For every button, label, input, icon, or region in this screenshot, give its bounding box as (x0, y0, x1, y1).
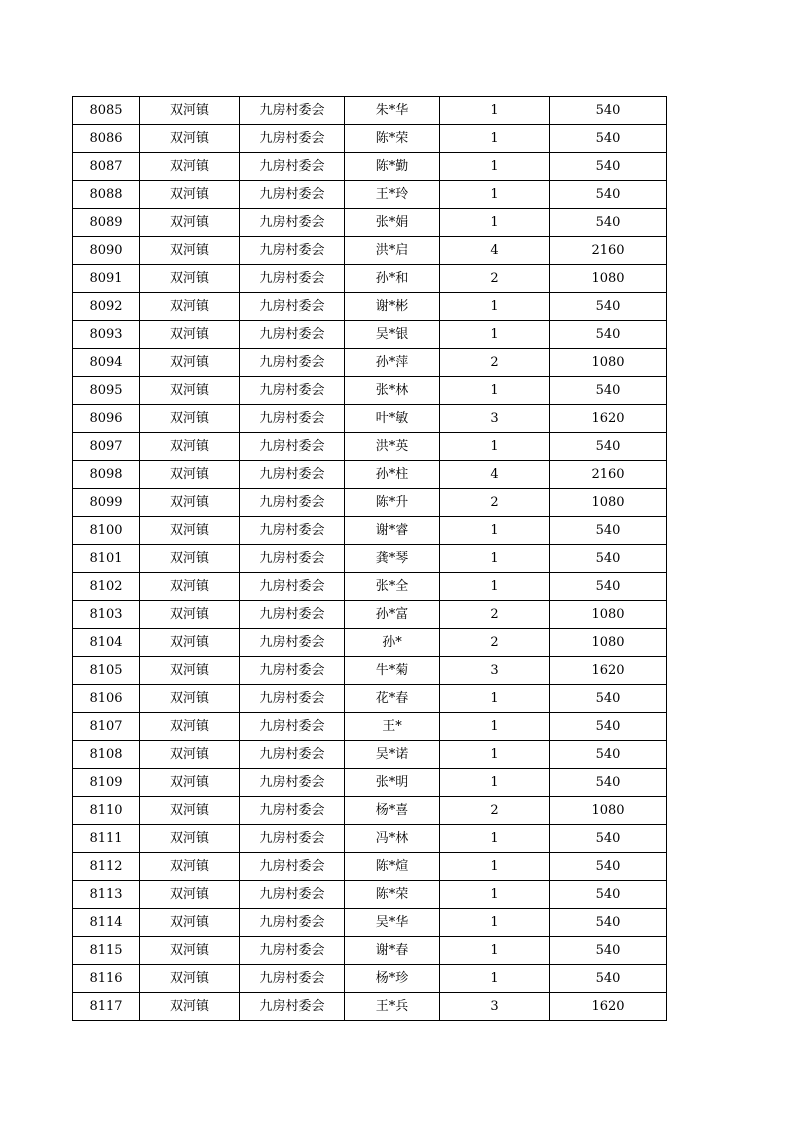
amount-cell: 540 (550, 741, 667, 769)
amount-cell: 1620 (550, 405, 667, 433)
amount-cell: 540 (550, 181, 667, 209)
serial-cell: 8116 (73, 965, 140, 993)
count-cell: 1 (440, 293, 550, 321)
village-committee-cell: 九房村委会 (240, 685, 345, 713)
town-cell: 双河镇 (140, 237, 240, 265)
count-cell: 1 (440, 545, 550, 573)
name-cell: 朱*华 (345, 97, 440, 125)
amount-cell: 2160 (550, 237, 667, 265)
table-row (73, 769, 667, 797)
count-cell: 1 (440, 937, 550, 965)
village-committee-cell: 九房村委会 (240, 909, 345, 937)
town-cell: 双河镇 (140, 769, 240, 797)
town-cell: 双河镇 (140, 937, 240, 965)
name-cell: 张*林 (345, 377, 440, 405)
table-row (73, 125, 667, 153)
town-cell: 双河镇 (140, 461, 240, 489)
village-committee-cell: 九房村委会 (240, 125, 345, 153)
table-row (73, 853, 667, 881)
town-cell: 双河镇 (140, 153, 240, 181)
name-cell: 陈*煊 (345, 853, 440, 881)
count-cell: 1 (440, 153, 550, 181)
amount-cell: 540 (550, 125, 667, 153)
village-committee-cell: 九房村委会 (240, 265, 345, 293)
name-cell: 杨*喜 (345, 797, 440, 825)
serial-cell: 8099 (73, 489, 140, 517)
name-cell: 孙* (345, 629, 440, 657)
village-committee-cell: 九房村委会 (240, 545, 345, 573)
amount-cell: 540 (550, 685, 667, 713)
name-cell: 王* (345, 713, 440, 741)
serial-cell: 8087 (73, 153, 140, 181)
count-cell: 4 (440, 461, 550, 489)
count-cell: 1 (440, 881, 550, 909)
town-cell: 双河镇 (140, 713, 240, 741)
table-row (73, 433, 667, 461)
village-committee-cell: 九房村委会 (240, 601, 345, 629)
amount-cell: 1080 (550, 349, 667, 377)
table-row (73, 489, 667, 517)
amount-cell: 2160 (550, 461, 667, 489)
village-committee-cell: 九房村委会 (240, 741, 345, 769)
town-cell: 双河镇 (140, 629, 240, 657)
table-row (73, 629, 667, 657)
name-cell: 谢*春 (345, 937, 440, 965)
town-cell: 双河镇 (140, 181, 240, 209)
table-row (73, 181, 667, 209)
village-committee-cell: 九房村委会 (240, 321, 345, 349)
amount-cell: 540 (550, 965, 667, 993)
table-row (73, 209, 667, 237)
count-cell: 1 (440, 741, 550, 769)
town-cell: 双河镇 (140, 517, 240, 545)
name-cell: 陈*勤 (345, 153, 440, 181)
amount-cell: 1620 (550, 657, 667, 685)
table-row (73, 741, 667, 769)
count-cell: 4 (440, 237, 550, 265)
village-committee-cell: 九房村委会 (240, 349, 345, 377)
serial-cell: 8104 (73, 629, 140, 657)
serial-cell: 8106 (73, 685, 140, 713)
table-row (73, 713, 667, 741)
count-cell: 1 (440, 209, 550, 237)
amount-cell: 1620 (550, 993, 667, 1021)
village-committee-cell: 九房村委会 (240, 181, 345, 209)
amount-cell: 540 (550, 97, 667, 125)
count-cell: 1 (440, 713, 550, 741)
amount-cell: 540 (550, 713, 667, 741)
amount-cell: 540 (550, 573, 667, 601)
serial-cell: 8086 (73, 125, 140, 153)
count-cell: 2 (440, 489, 550, 517)
village-committee-cell: 九房村委会 (240, 517, 345, 545)
serial-cell: 8089 (73, 209, 140, 237)
town-cell: 双河镇 (140, 685, 240, 713)
town-cell: 双河镇 (140, 349, 240, 377)
table-row (73, 573, 667, 601)
table-row (73, 97, 667, 125)
table-row (73, 405, 667, 433)
count-cell: 1 (440, 97, 550, 125)
name-cell: 吴*银 (345, 321, 440, 349)
town-cell: 双河镇 (140, 377, 240, 405)
serial-cell: 8085 (73, 97, 140, 125)
village-committee-cell: 九房村委会 (240, 713, 345, 741)
table-row (73, 377, 667, 405)
town-cell: 双河镇 (140, 433, 240, 461)
village-committee-cell: 九房村委会 (240, 461, 345, 489)
village-committee-cell: 九房村委会 (240, 377, 345, 405)
town-cell: 双河镇 (140, 909, 240, 937)
village-committee-cell: 九房村委会 (240, 657, 345, 685)
village-committee-cell: 九房村委会 (240, 489, 345, 517)
table-row (73, 461, 667, 489)
count-cell: 1 (440, 909, 550, 937)
count-cell: 3 (440, 993, 550, 1021)
village-committee-cell: 九房村委会 (240, 629, 345, 657)
amount-cell: 1080 (550, 629, 667, 657)
count-cell: 1 (440, 321, 550, 349)
count-cell: 1 (440, 769, 550, 797)
serial-cell: 8097 (73, 433, 140, 461)
count-cell: 2 (440, 601, 550, 629)
serial-cell: 8093 (73, 321, 140, 349)
serial-cell: 8090 (73, 237, 140, 265)
table-row (73, 825, 667, 853)
amount-cell: 540 (550, 881, 667, 909)
amount-cell: 540 (550, 909, 667, 937)
table-row (73, 685, 667, 713)
serial-cell: 8117 (73, 993, 140, 1021)
amount-cell: 540 (550, 545, 667, 573)
count-cell: 2 (440, 797, 550, 825)
village-committee-cell: 九房村委会 (240, 825, 345, 853)
count-cell: 1 (440, 377, 550, 405)
amount-cell: 1080 (550, 601, 667, 629)
name-cell: 叶*敏 (345, 405, 440, 433)
table-row (73, 881, 667, 909)
count-cell: 2 (440, 265, 550, 293)
name-cell: 冯*林 (345, 825, 440, 853)
village-committee-cell: 九房村委会 (240, 573, 345, 601)
name-cell: 张*娟 (345, 209, 440, 237)
count-cell: 2 (440, 349, 550, 377)
table-row (73, 349, 667, 377)
table-row (73, 517, 667, 545)
serial-cell: 8098 (73, 461, 140, 489)
town-cell: 双河镇 (140, 881, 240, 909)
amount-cell: 540 (550, 321, 667, 349)
village-committee-cell: 九房村委会 (240, 937, 345, 965)
name-cell: 陈*荣 (345, 881, 440, 909)
name-cell: 牛*菊 (345, 657, 440, 685)
town-cell: 双河镇 (140, 405, 240, 433)
table-row (73, 321, 667, 349)
table-row (73, 265, 667, 293)
town-cell: 双河镇 (140, 321, 240, 349)
table-row (73, 293, 667, 321)
name-cell: 王*兵 (345, 993, 440, 1021)
amount-cell: 540 (550, 937, 667, 965)
name-cell: 谢*彬 (345, 293, 440, 321)
town-cell: 双河镇 (140, 293, 240, 321)
table-row (73, 797, 667, 825)
amount-cell: 1080 (550, 265, 667, 293)
village-committee-cell: 九房村委会 (240, 97, 345, 125)
serial-cell: 8103 (73, 601, 140, 629)
serial-cell: 8113 (73, 881, 140, 909)
name-cell: 孙*富 (345, 601, 440, 629)
town-cell: 双河镇 (140, 265, 240, 293)
count-cell: 1 (440, 125, 550, 153)
name-cell: 王*玲 (345, 181, 440, 209)
serial-cell: 8111 (73, 825, 140, 853)
village-committee-cell: 九房村委会 (240, 433, 345, 461)
village-committee-cell: 九房村委会 (240, 153, 345, 181)
count-cell: 2 (440, 629, 550, 657)
town-cell: 双河镇 (140, 797, 240, 825)
serial-cell: 8094 (73, 349, 140, 377)
town-cell: 双河镇 (140, 545, 240, 573)
count-cell: 1 (440, 573, 550, 601)
village-committee-cell: 九房村委会 (240, 881, 345, 909)
amount-cell: 1080 (550, 797, 667, 825)
table-row (73, 153, 667, 181)
data-table (72, 96, 667, 1021)
serial-cell: 8107 (73, 713, 140, 741)
village-committee-cell: 九房村委会 (240, 209, 345, 237)
count-cell: 3 (440, 405, 550, 433)
name-cell: 孙*和 (345, 265, 440, 293)
name-cell: 陈*升 (345, 489, 440, 517)
serial-cell: 8092 (73, 293, 140, 321)
name-cell: 孙*萍 (345, 349, 440, 377)
table-row (73, 937, 667, 965)
name-cell: 谢*睿 (345, 517, 440, 545)
amount-cell: 540 (550, 517, 667, 545)
table-row (73, 909, 667, 937)
village-committee-cell: 九房村委会 (240, 293, 345, 321)
serial-cell: 8091 (73, 265, 140, 293)
name-cell: 张*全 (345, 573, 440, 601)
village-committee-cell: 九房村委会 (240, 965, 345, 993)
name-cell: 孙*柱 (345, 461, 440, 489)
serial-cell: 8102 (73, 573, 140, 601)
table-body (73, 97, 667, 1021)
table-row (73, 657, 667, 685)
name-cell: 吴*华 (345, 909, 440, 937)
village-committee-cell: 九房村委会 (240, 993, 345, 1021)
town-cell: 双河镇 (140, 853, 240, 881)
town-cell: 双河镇 (140, 97, 240, 125)
serial-cell: 8100 (73, 517, 140, 545)
name-cell: 杨*珍 (345, 965, 440, 993)
serial-cell: 8114 (73, 909, 140, 937)
town-cell: 双河镇 (140, 489, 240, 517)
town-cell: 双河镇 (140, 601, 240, 629)
amount-cell: 540 (550, 153, 667, 181)
count-cell: 3 (440, 657, 550, 685)
town-cell: 双河镇 (140, 657, 240, 685)
name-cell: 龚*琴 (345, 545, 440, 573)
name-cell: 洪*英 (345, 433, 440, 461)
table-row (73, 601, 667, 629)
amount-cell: 540 (550, 293, 667, 321)
village-committee-cell: 九房村委会 (240, 853, 345, 881)
table-row (73, 965, 667, 993)
village-committee-cell: 九房村委会 (240, 797, 345, 825)
serial-cell: 8112 (73, 853, 140, 881)
amount-cell: 540 (550, 825, 667, 853)
village-committee-cell: 九房村委会 (240, 405, 345, 433)
count-cell: 1 (440, 825, 550, 853)
serial-cell: 8088 (73, 181, 140, 209)
serial-cell: 8095 (73, 377, 140, 405)
table-row (73, 545, 667, 573)
amount-cell: 540 (550, 853, 667, 881)
table-row (73, 993, 667, 1021)
count-cell: 1 (440, 853, 550, 881)
count-cell: 1 (440, 685, 550, 713)
count-cell: 1 (440, 433, 550, 461)
amount-cell: 540 (550, 377, 667, 405)
town-cell: 双河镇 (140, 993, 240, 1021)
town-cell: 双河镇 (140, 573, 240, 601)
count-cell: 1 (440, 965, 550, 993)
village-committee-cell: 九房村委会 (240, 237, 345, 265)
village-committee-cell: 九房村委会 (240, 769, 345, 797)
town-cell: 双河镇 (140, 741, 240, 769)
amount-cell: 540 (550, 209, 667, 237)
count-cell: 1 (440, 517, 550, 545)
serial-cell: 8096 (73, 405, 140, 433)
serial-cell: 8110 (73, 797, 140, 825)
amount-cell: 1080 (550, 489, 667, 517)
amount-cell: 540 (550, 433, 667, 461)
town-cell: 双河镇 (140, 825, 240, 853)
count-cell: 1 (440, 181, 550, 209)
serial-cell: 8109 (73, 769, 140, 797)
serial-cell: 8101 (73, 545, 140, 573)
name-cell: 吴*诺 (345, 741, 440, 769)
name-cell: 花*春 (345, 685, 440, 713)
name-cell: 陈*荣 (345, 125, 440, 153)
town-cell: 双河镇 (140, 965, 240, 993)
amount-cell: 540 (550, 769, 667, 797)
table-row (73, 237, 667, 265)
name-cell: 张*明 (345, 769, 440, 797)
name-cell: 洪*启 (345, 237, 440, 265)
town-cell: 双河镇 (140, 209, 240, 237)
serial-cell: 8115 (73, 937, 140, 965)
town-cell: 双河镇 (140, 125, 240, 153)
serial-cell: 8105 (73, 657, 140, 685)
serial-cell: 8108 (73, 741, 140, 769)
